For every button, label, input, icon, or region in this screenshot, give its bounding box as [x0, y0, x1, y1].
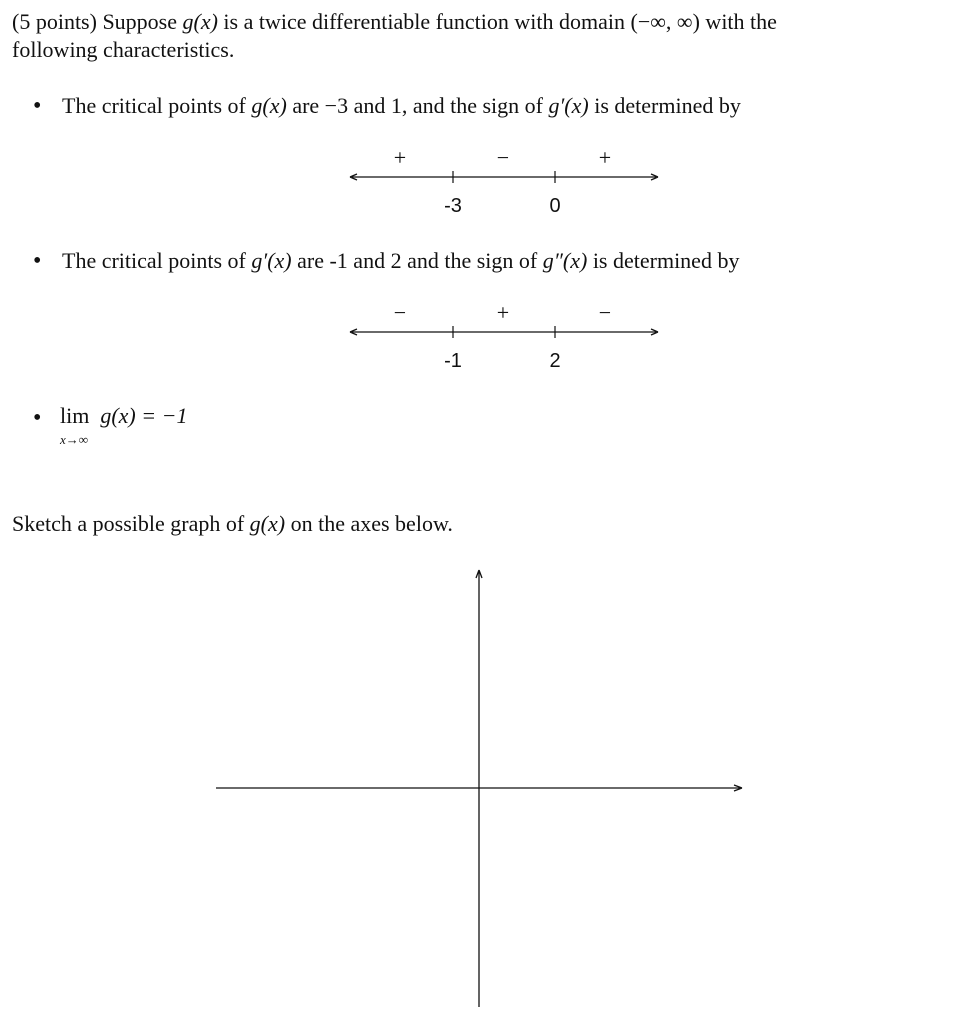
tick-label-1a: -3 [444, 195, 462, 217]
sketch-fn: g(x) [249, 511, 286, 536]
sign-1-right: + [598, 145, 612, 170]
limit-expression: g(x) = −1 [100, 403, 188, 428]
intro-text-post: is a twice differentiable function with domain (−∞, ∞) with the [217, 9, 777, 34]
bullet-1-pre: The critical points of [62, 93, 252, 118]
bullet-2-text [62, 247, 739, 275]
bullet-1-mid: are −3 and 1, and the sign of [286, 93, 549, 118]
sign-2-middle: + [496, 300, 510, 325]
bullet-1-deriv: g′(x) [548, 93, 589, 118]
limit-statement [60, 402, 188, 447]
limit-subscript: x→∞ [60, 432, 89, 447]
sign-2-left: − [393, 300, 407, 325]
intro-line-2: following characteristics. [12, 37, 235, 62]
sketch-instruction [12, 510, 952, 538]
tick-label-2b: 2 [549, 350, 561, 372]
sign-2-right: − [598, 300, 612, 325]
bullet-2-mid: are -1 and 2 and the sign of [291, 248, 543, 273]
sign-1-middle: − [496, 145, 510, 170]
limit-operator [60, 402, 90, 447]
tick-label-2a: -1 [444, 350, 462, 372]
tick-label-1b: 0 [549, 195, 561, 217]
blank-axes [0, 560, 968, 1024]
bullet-marker-3: • [33, 405, 42, 431]
bullet-1-post: is determined by [588, 93, 741, 118]
bullet-2-post: is determined by [587, 248, 740, 273]
bullet-2-fn: g′(x) [251, 248, 292, 273]
sign-1-left: + [393, 145, 407, 170]
bullet-2-pre: The critical points of [62, 248, 252, 273]
bullet-1-fn: g(x) [251, 93, 287, 118]
bullet-marker-1: • [33, 93, 42, 119]
bullet-1-text [62, 92, 741, 120]
sketch-pre: Sketch a possible graph of [12, 511, 250, 536]
intro-function: g(x) [182, 9, 218, 34]
bullet-marker-2: • [33, 248, 42, 274]
intro-text-pre: (5 points) Suppose [12, 9, 183, 34]
lim-word: lim [60, 403, 90, 428]
bullet-2-deriv: g″(x) [542, 248, 588, 273]
problem-intro [12, 8, 952, 64]
sketch-post: on the axes below. [285, 511, 453, 536]
